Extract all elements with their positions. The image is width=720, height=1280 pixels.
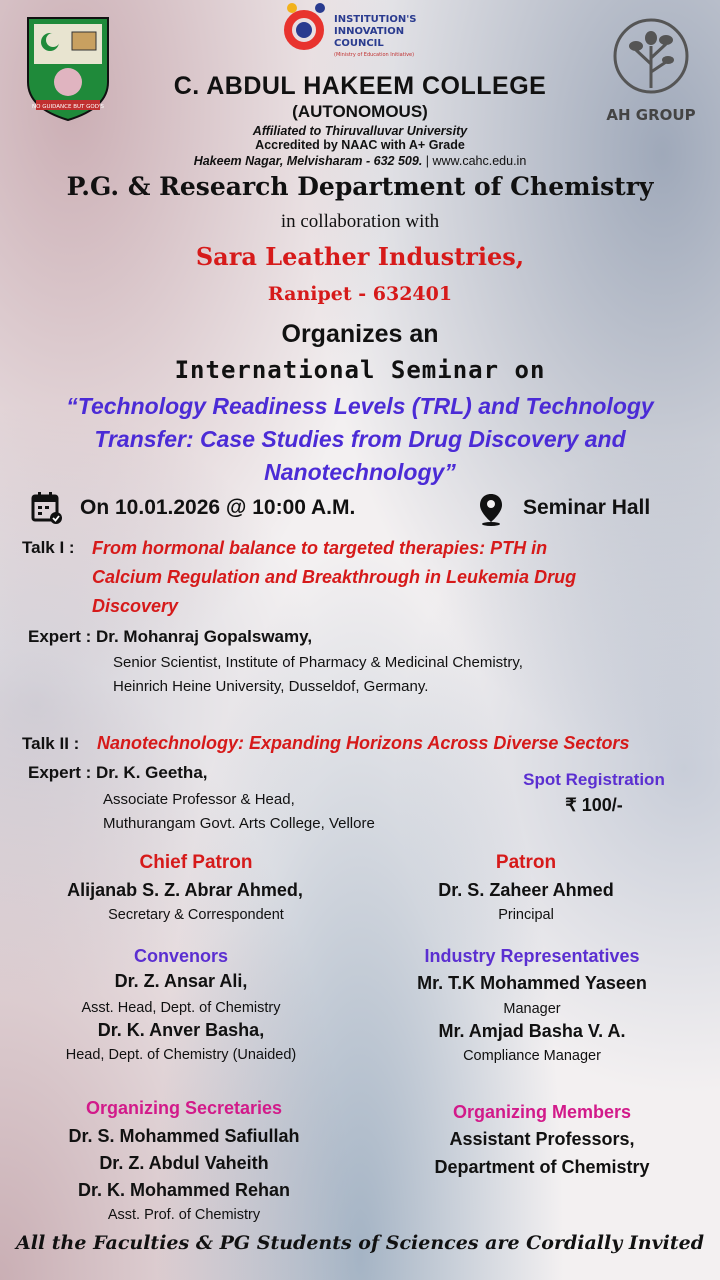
talk-1-title-line: From hormonal balance to targeted therapies: PTH in [92,538,548,558]
talk-2-affiliation-line: Muthurangam Govt. Arts College, Vellore [103,815,375,832]
organizes-text: Organizes an [281,320,439,348]
talk-1-affiliation-line: Heinrich Heine University, Dusseldof, Germany. [113,678,429,695]
convenor-role: Asst. Head, Dept. of Chemistry [81,1000,281,1016]
secretary-name: Dr. S. Mohammed Safiullah [68,1126,300,1146]
calendar-icon [30,490,64,531]
iic-line-1: INSTITUTION'S [334,14,417,25]
talk-1-title-line: Calcium Regulation and Breakthrough in Leukemia Drug [92,567,577,587]
secretary-name: Dr. K. Mohammed Rehan [77,1180,291,1200]
iic-line-3: COUNCIL [334,38,384,49]
talk-2-affiliation-line: Associate Professor & Head, [103,791,295,808]
registration-fee: ₹ 100/- [565,795,623,815]
chief-patron-role: Secretary & Correspondent [108,907,284,923]
location-pin-icon [478,492,504,531]
talk-2-expert: Expert : Dr. K. Geetha, [28,763,208,782]
industry-rep-name: Mr. T.K Mohammed Yaseen [417,973,647,993]
members-line: Assistant Professors, [449,1129,635,1149]
chief-patron-name: Alijanab S. Z. Abrar Ahmed, [67,880,303,900]
patron-heading: Patron [495,852,557,873]
talk-1-affiliation [113,651,523,699]
college-name: C. ABDUL HAKEEM COLLEGE [173,72,547,100]
members-line: Department of Chemistry [434,1157,650,1177]
convenor-name: Dr. K. Anver Basha, [97,1020,265,1040]
college-motto: NO GUIDANCE BUT GOD'S [32,104,104,110]
industry-rep-name: Mr. Amjad Basha V. A. [438,1021,626,1041]
partner-location: Ranipet - 632401 [267,283,453,305]
event-date-time: On 10.01.2026 @ 10:00 A.M. [80,496,356,519]
address-line [0,154,720,168]
industry-rep-role: Compliance Manager [463,1048,601,1064]
iic-logo [282,0,422,64]
accreditation: Accredited by NAAC with A+ Grade [255,138,465,152]
convenors-heading: Convenors [133,946,229,966]
talk-2-affiliation [103,788,375,836]
talk-1-expert: Expert : Dr. Mohanraj Gopalswamy, [28,627,313,646]
members-heading: Organizing Members [452,1102,632,1122]
secretary-name: Dr. Z. Abdul Vaheith [99,1153,269,1173]
invitation-footer: All the Faculties & PG Students of Sciences are Cordially Invited [15,1232,704,1254]
event-type: International Seminar on [174,356,546,384]
autonomous-label: (AUTONOMOUS) [292,102,428,121]
talk-2-title [97,729,717,758]
date-venue-row [30,494,690,526]
event-venue: Seminar Hall [523,496,651,519]
website: | www.cahc.edu.in [422,154,527,168]
convenor-name: Dr. Z. Ansar Ali, [114,971,248,991]
seminar-topic: “Technology Readiness Levels (TRL) and Technology Transfer: Case Studies from Drug Discovery and Nanotechnology” [66,393,654,485]
collab-text: in collaboration with [280,211,440,232]
iic-line-2: INNOVATION [334,26,405,37]
talk-2-label: Talk II : [22,734,80,753]
secretaries-role: Asst. Prof. of Chemistry [107,1207,261,1223]
chief-patron-heading: Chief Patron [139,852,253,873]
partner-name: Sara Leather Industries, [195,242,525,271]
talk-1-title-line: Discovery [92,596,179,616]
talk-2-title-line: Nanotechnology: Expanding Horizons Across Diverse Sectors [97,733,630,753]
industry-rep-role: Manager [503,1001,561,1017]
iic-subtitle: (Ministry of Education Initiative) [334,52,415,58]
secretaries-heading: Organizing Secretaries [85,1098,283,1118]
affiliation: Affiliated to Thiruvalluvar University [252,124,468,138]
talk-1-label: Talk I : [22,538,75,557]
industry-heading: Industry Representatives [424,946,640,966]
ah-group-label: AH GROUP [606,106,696,124]
patron-name: Dr. S. Zaheer Ahmed [438,880,614,900]
department-title: P.G. & Research Department of Chemistry [66,172,654,201]
talk-1-affiliation-line: Senior Scientist, Institute of Pharmacy & Medicinal Chemistry, [113,654,523,671]
registration-label: Spot Registration [523,770,665,789]
patron-role: Principal [498,907,554,923]
address: Hakeem Nagar, Melvisharam - 632 509. [193,154,423,168]
talk-1-title [92,534,712,621]
convenor-role: Head, Dept. of Chemistry (Unaided) [65,1047,297,1063]
